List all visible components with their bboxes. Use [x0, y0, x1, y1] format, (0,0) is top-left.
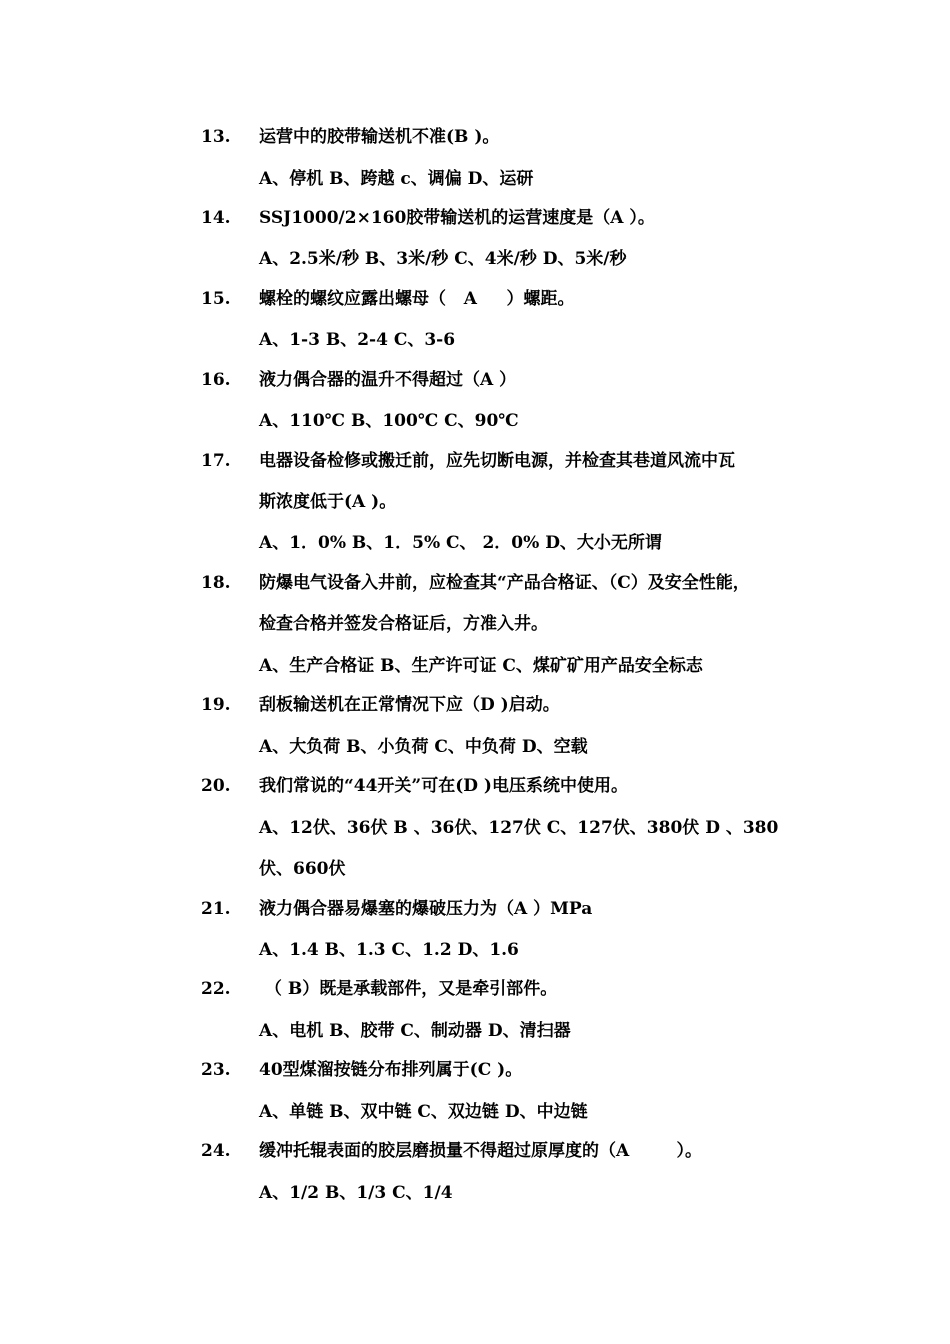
question-24-options [0, 1181, 950, 1205]
question-number: 13. [201, 127, 231, 147]
question-text: 螺栓的螺纹应露出螺母（ A ）螺距。 [259, 289, 575, 309]
question-number: 21. [201, 899, 231, 919]
question-number: 19. [201, 695, 231, 715]
question-21-options [0, 938, 950, 962]
answer-options: A、1.4 B、1.3 C、1.2 D、1.6 [259, 940, 519, 960]
answer-options: A、停机 B、跨越 c、调偏 D、运研 [259, 169, 534, 189]
question-text: 40型煤溜按链分布排列属于(C )。 [259, 1060, 523, 1080]
question-20-options-continued [0, 857, 950, 881]
answer-options: A、12伏、36伏 B 、36伏、127伏 C、127伏、380伏 D 、380 [259, 818, 779, 838]
question-14-options [0, 247, 950, 271]
answer-options: A、单链 B、双中链 C、双边链 D、中边链 [259, 1102, 588, 1122]
question-23 [0, 1058, 950, 1082]
question-20-options [0, 816, 950, 840]
question-number: 15. [201, 289, 231, 309]
answer-options: A、1/2 B、1/3 C、1/4 [259, 1183, 453, 1203]
question-number: 20. [201, 776, 231, 796]
question-16-options [0, 409, 950, 433]
question-17 [0, 449, 950, 473]
question-17-continued [0, 490, 950, 514]
question-text: 运营中的胶带输送机不准(B )。 [259, 127, 500, 147]
question-number: 17. [201, 451, 231, 471]
question-17-options [0, 531, 950, 555]
question-18-options [0, 654, 950, 678]
question-text: 防爆电气设备入井前，应检查其“产品合格证、（C）及安全性能， [259, 573, 750, 593]
question-text: 我们常说的“44开关”可在(D )电压系统中使用。 [259, 776, 628, 796]
answer-options: A、2.5米/秒 B、3米/秒 C、4米/秒 D、5米/秒 [259, 249, 627, 269]
question-20 [0, 774, 950, 798]
question-23-options [0, 1100, 950, 1124]
question-15-options [0, 328, 950, 352]
question-text: （ B）既是承载部件，又是牵引部件。 [259, 979, 558, 999]
question-text: SSJ1000/2×160胶带输送机的运营速度是（A ）。 [259, 208, 655, 228]
question-number: 18. [201, 573, 231, 593]
question-21 [0, 897, 950, 921]
question-13 [0, 125, 950, 149]
question-text: 检查合格并签发合格证后，方准入井。 [259, 614, 548, 634]
answer-options: A、电机 B、胶带 C、制动器 D、清扫器 [259, 1021, 571, 1041]
question-text: 斯浓度低于(A )。 [259, 492, 397, 512]
question-18-continued [0, 612, 950, 636]
answer-options: A、1-3 B、2-4 C、3-6 [259, 330, 456, 350]
question-16 [0, 368, 950, 392]
question-number: 23. [201, 1060, 231, 1080]
question-text: 液力偶合器的温升不得超过（A ） [259, 370, 517, 390]
question-22-options [0, 1019, 950, 1043]
question-text: 电器设备检修或搬迁前，应先切断电源，并检查其巷道风流中瓦 [259, 451, 735, 471]
question-24 [0, 1139, 950, 1163]
question-19 [0, 693, 950, 717]
question-19-options [0, 735, 950, 759]
answer-options: A、110℃ B、100℃ C、90℃ [259, 411, 519, 431]
answer-options: A、生产合格证 B、生产许可证 C、煤矿矿用产品安全标志 [259, 656, 703, 676]
question-15 [0, 287, 950, 311]
question-13-options [0, 167, 950, 191]
question-18 [0, 571, 950, 595]
question-text: 缓冲托辊表面的胶层磨损量不得超过原厚度的（A ）。 [259, 1141, 703, 1161]
question-22 [0, 977, 950, 1001]
question-number: 24. [201, 1141, 231, 1161]
question-number: 16. [201, 370, 231, 390]
question-text: 刮板输送机在正常情况下应（D )启动。 [259, 695, 560, 715]
answer-options: A、1．0% B、1．5% C、 2．0% D、大小无所谓 [259, 533, 662, 553]
answer-options: A、大负荷 B、小负荷 C、中负荷 D、空载 [259, 737, 588, 757]
question-text: 液力偶合器易爆塞的爆破压力为（A ）MPa [259, 899, 593, 919]
question-number: 14. [201, 208, 231, 228]
question-number: 22. [201, 979, 231, 999]
question-14 [0, 206, 950, 230]
answer-options: 伏、660伏 [259, 859, 346, 879]
